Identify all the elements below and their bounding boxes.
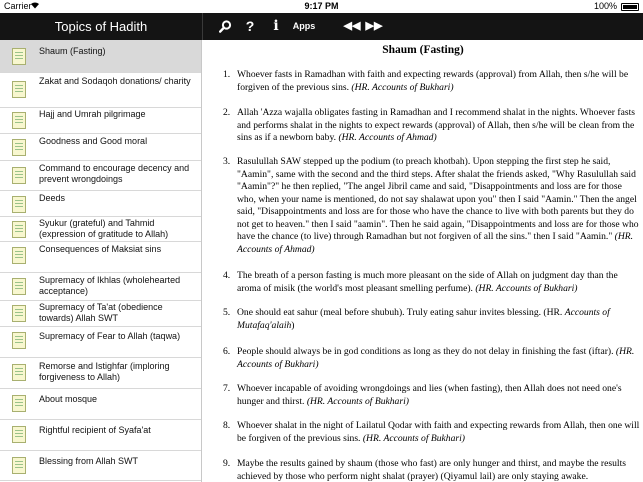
hadith-source: (HR. Accounts of Bukhari): [237, 346, 635, 370]
hadith-item: [223, 420, 641, 445]
hadith-item: [223, 270, 641, 295]
document-icon: [12, 395, 26, 412]
document-icon: [12, 457, 26, 474]
hadith-item: [223, 383, 641, 408]
search-button[interactable]: [214, 13, 236, 40]
topic-label: Zakat and Sodaqoh donations/ charity: [39, 76, 191, 86]
topic-label: Supremacy of Ta'at (obedience towards) Allah SWT: [39, 302, 163, 323]
document-icon: [12, 81, 26, 98]
hadith-source: (HR. Accounts of Ahmad): [237, 231, 634, 255]
hadith-text: Rasulullah SAW stepped up the podium (to preach khotbah). Upon stepping the first step he said, "Aamin", same with the second and the third steps. After shalat the friends asked, "Why Rasulullah said "Aamin"?" he then replied, "The angel Jibril came and said, "Disappointments and loss are for those who, when your name is mentioned, do not say shalawat upon you" then I said "Aamin." Then the angel said, "Disappointments and loss are for those who have the chance to live with both parents but they do not get to heaven." then I said "aamin". Then he said again, "Disappointments and loss are for those who have the chance (to live) through Ramadhan but not forgiven of all the sins." then I said "Aamin.": [237, 156, 639, 242]
hadith-number: 7.: [223, 383, 231, 394]
topic-item-taqwa[interactable]: [0, 327, 201, 358]
hadith-item: [223, 69, 641, 94]
hadith-text: Whoever shalat in the night of Lailatul Qodar with faith and expecting rewards from Allah, then one will be forgiven of the previous sins.: [237, 420, 640, 444]
hadith-source: (HR. Accounts of Bukhari): [351, 81, 454, 93]
document-icon: [12, 167, 26, 184]
document-icon: [12, 196, 26, 213]
topic-label: Deeds: [39, 193, 66, 203]
battery-icon: [621, 3, 639, 11]
hadith-number: 4.: [223, 270, 231, 281]
hadith-item: [223, 156, 641, 256]
topic-item-taat[interactable]: [0, 301, 201, 327]
hadith-source: (HR. Accounts of Bukhari): [362, 432, 465, 444]
topic-label: Supremacy of Fear to Allah (taqwa): [39, 331, 181, 341]
document-icon: [12, 48, 26, 65]
hadith-text: One should eat sahur (meal before shubuh). Truly eating sahur invites blessing. (HR.: [237, 307, 565, 318]
hadith-text: Whoever incapable of avoiding wrongdoings and lies (when fasting), then Allah does not need one's hunger and thirst.: [237, 383, 622, 407]
carrier-label: Carrier: [4, 1, 32, 11]
hadith-item: [223, 107, 641, 145]
topic-label: Syukur (grateful) and Tahmid (expression of gratitude to Allah): [39, 218, 169, 239]
topic-label: Consequences of Maksiat sins: [39, 244, 162, 254]
topic-item-syafaat[interactable]: [0, 420, 201, 451]
battery-percent: 100%: [593, 1, 617, 11]
hadith-number: 5.: [223, 307, 231, 318]
topic-label: About mosque: [39, 394, 98, 404]
document-icon: [12, 305, 26, 322]
document-icon: [12, 278, 26, 295]
hadith-source: (HR. Accounts of Bukhari): [306, 395, 409, 407]
hadith-item: [223, 458, 641, 482]
topic-label: Rightful recipient of Syafa'at: [39, 425, 151, 435]
topic-item-shaum[interactable]: [0, 40, 201, 73]
nav-bar: [0, 13, 643, 40]
document-icon: [12, 364, 26, 381]
hadith-content[interactable]: [203, 40, 643, 482]
hadith-number: 1.: [223, 69, 231, 80]
hadith-number: 9.: [223, 458, 231, 469]
topic-list: [0, 40, 202, 482]
document-icon: [12, 426, 26, 443]
apps-button[interactable]: Apps: [292, 21, 316, 31]
hadith-source: Accounts of Mutafaq'alaih: [237, 307, 610, 331]
search-icon: [219, 20, 232, 33]
hadith-text: Allah 'Azza wajalla obligates fasting in Ramadhan and I recommend shalat in the nights. Whoever fasts and performs shalat in the nights to expect rewards (approval) of Allah, then s/he will be clean from the sins as if a newborn baby.: [237, 107, 635, 143]
document-icon: [12, 139, 26, 156]
info-button[interactable]: i: [273, 18, 279, 34]
topic-item-istighfar[interactable]: [0, 358, 201, 389]
hadith-text: The breath of a person fasting is much more pleasant on the side of Allah on judgment day than the aroma of misik (the world's most pleasant smelling perfume).: [237, 270, 618, 294]
hadith-source: (HR. Accounts of Bukhari): [475, 282, 578, 294]
previous-button[interactable]: ◀◀: [343, 20, 361, 32]
topic-item-syukur[interactable]: [0, 217, 201, 242]
hadith-source-close: ): [291, 319, 295, 331]
hadith-text: Maybe the results gained by shaum (those who fast) are only hunger and thirst, and maybe the results achieved by those who perform night shalat (prayer) (Qiyamul lail) are only staying awake.: [237, 458, 626, 482]
topic-item-goodness[interactable]: [0, 134, 201, 161]
next-button[interactable]: ▶▶: [365, 20, 383, 32]
sidebar-title: Topics of Hadith: [54, 19, 148, 34]
topic-item-mosque[interactable]: [0, 389, 201, 420]
document-icon: [12, 221, 26, 238]
hadith-text: Whoever fasts in Ramadhan with faith and expecting rewards (approval) from Allah, then s/he will be forgiven of the previous sins.: [237, 69, 629, 93]
hadith-source: (HR. Accounts of Ahmad): [338, 132, 437, 143]
document-icon: [12, 112, 26, 129]
document-icon: [12, 332, 26, 349]
hadith-number: 6.: [223, 346, 231, 357]
status-bar: [0, 0, 643, 13]
hadith-item: [223, 346, 641, 371]
document-icon: [12, 247, 26, 264]
topic-item-blessing[interactable]: [0, 451, 201, 481]
hadith-number: 8.: [223, 420, 231, 431]
topic-label: Shaum (Fasting): [39, 46, 106, 56]
topic-item-hajj[interactable]: [0, 108, 201, 134]
topic-item-maksiat[interactable]: [0, 242, 201, 273]
topic-item-command[interactable]: [0, 161, 201, 191]
status-time: 9:17 PM: [304, 1, 339, 11]
hadith-number: 3.: [223, 156, 231, 167]
help-button[interactable]: ?: [245, 18, 255, 34]
topic-item-ikhlas[interactable]: [0, 273, 201, 301]
topic-label: Goodness and Good moral: [39, 136, 148, 146]
topic-label: Blessing from Allah SWT: [39, 456, 139, 466]
topic-label: Supremacy of Ikhlas (wholehearted acceptance): [39, 275, 181, 296]
topic-item-zakat[interactable]: [0, 73, 201, 108]
topic-label: Remorse and Istighfar (imploring forgiveness to Allah): [39, 361, 170, 382]
hadith-number: 2.: [223, 107, 231, 118]
nav-divider: [202, 13, 203, 40]
hadith-item: [223, 307, 641, 332]
page-title: Shaum (Fasting): [382, 44, 464, 56]
topic-item-deeds[interactable]: [0, 191, 201, 217]
topic-label: Command to encourage decency and prevent wrongdoings: [39, 163, 190, 184]
topic-label: Hajj and Umrah pilgrimage: [39, 109, 146, 119]
hadith-text: People should always be in god conditions as long as they do not delay in finishing the fast (iftar).: [237, 346, 616, 357]
